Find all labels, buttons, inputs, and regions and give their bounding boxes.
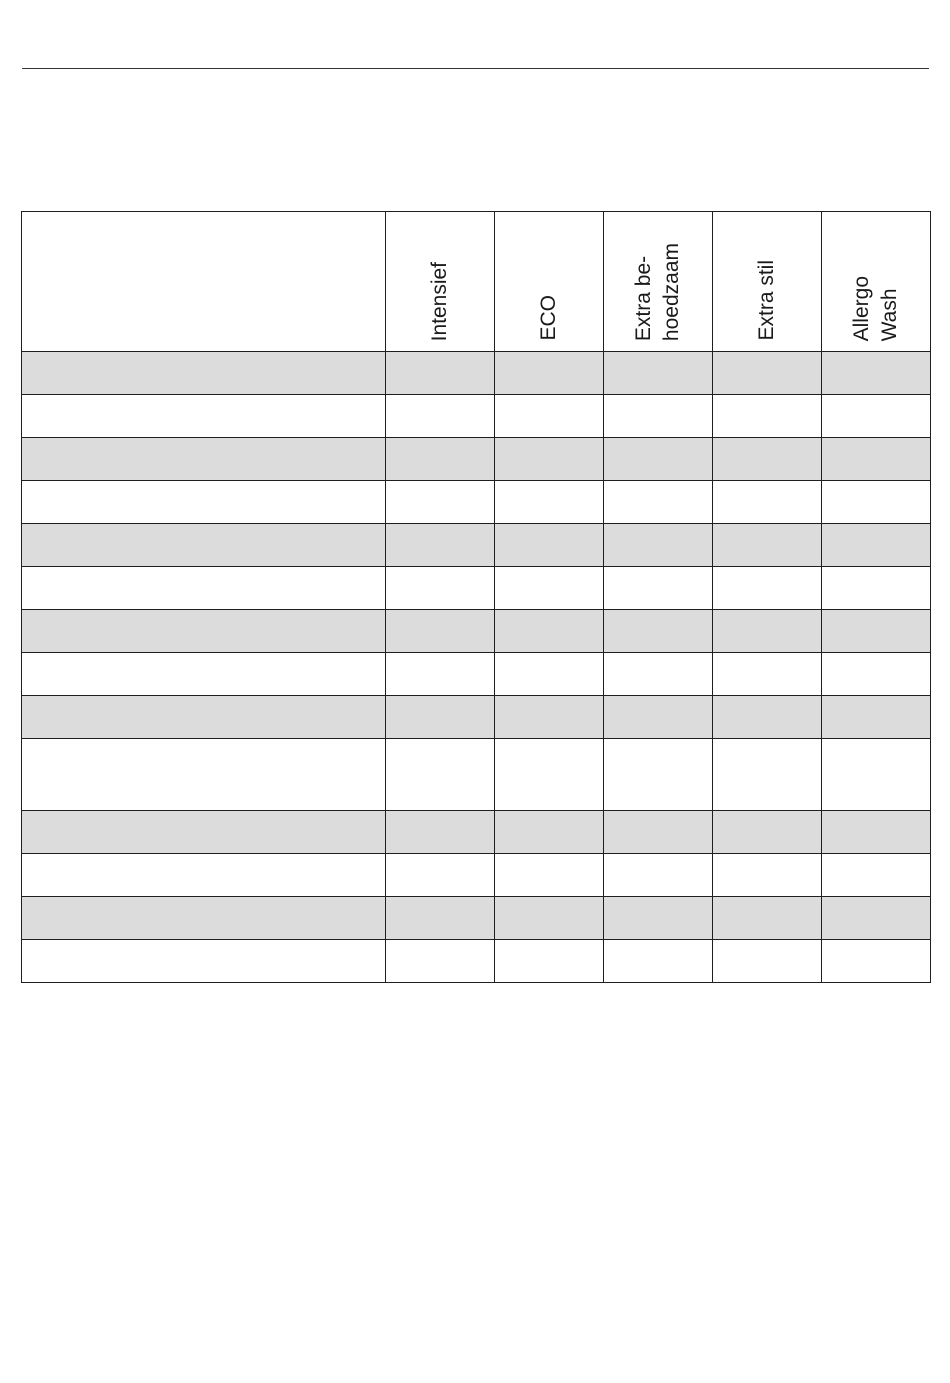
cell-eco [495,811,604,854]
cell-allergo-wash [822,696,931,739]
row-label-cell [22,395,386,438]
cell-intensief [386,854,495,897]
cell-intensief [386,395,495,438]
row-label-cell [22,811,386,854]
row-label-cell [22,739,386,811]
cell-extra-stil [713,481,822,524]
program-header-intensief [386,212,495,352]
top-rule [22,68,929,69]
row-label-cell [22,653,386,696]
cell-allergo-wash [822,352,931,395]
table-row [22,438,931,481]
table-row [22,696,931,739]
cell-allergo-wash [822,524,931,567]
program-header-extra-stil [713,212,822,352]
cell-intensief [386,438,495,481]
cell-allergo-wash [822,567,931,610]
cell-extra-behoedzaam [604,395,713,438]
cell-extra-behoedzaam [604,610,713,653]
cell-extra-behoedzaam [604,481,713,524]
program-header-eco [495,212,604,352]
row-label-cell [22,438,386,481]
cell-allergo-wash [822,739,931,811]
table-row [22,567,931,610]
table-row [22,739,931,811]
table-row [22,524,931,567]
row-label-cell [22,897,386,940]
cell-intensief [386,610,495,653]
cell-extra-stil [713,811,822,854]
cell-intensief [386,940,495,983]
cell-extra-stil [713,524,822,567]
cell-extra-stil [713,610,822,653]
cell-allergo-wash [822,438,931,481]
program-options-table [21,211,931,983]
program-label: ECO [537,295,560,341]
program-label: Extra stil [755,260,778,341]
table-row [22,352,931,395]
program-header-allergo-wash [822,212,931,352]
program-header-extra-behoedzaam [604,212,713,352]
cell-intensief [386,567,495,610]
row-label-cell [22,696,386,739]
table-row [22,481,931,524]
cell-intensief [386,524,495,567]
row-label-cell [22,610,386,653]
cell-intensief [386,696,495,739]
cell-intensief [386,352,495,395]
cell-allergo-wash [822,395,931,438]
program-label: Allergo Wash [850,275,901,341]
cell-eco [495,395,604,438]
cell-extra-stil [713,395,822,438]
cell-eco [495,739,604,811]
cell-extra-behoedzaam [604,940,713,983]
cell-extra-stil [713,854,822,897]
cell-allergo-wash [822,897,931,940]
cell-extra-stil [713,696,822,739]
cell-extra-stil [713,438,822,481]
row-label-cell [22,567,386,610]
table-header-row [22,212,931,352]
cell-eco [495,940,604,983]
row-label-cell [22,352,386,395]
cell-allergo-wash [822,940,931,983]
cell-eco [495,524,604,567]
cell-extra-stil [713,352,822,395]
cell-allergo-wash [822,653,931,696]
program-label: Extra be- hoedzaam [632,242,683,341]
cell-eco [495,854,604,897]
cell-extra-stil [713,739,822,811]
cell-extra-behoedzaam [604,567,713,610]
cell-extra-behoedzaam [604,854,713,897]
cell-allergo-wash [822,811,931,854]
cell-eco [495,653,604,696]
cell-allergo-wash [822,854,931,897]
cell-allergo-wash [822,481,931,524]
cell-intensief [386,739,495,811]
table-row [22,395,931,438]
cell-extra-behoedzaam [604,352,713,395]
header-label-cell [22,212,386,352]
cell-eco [495,481,604,524]
table-row [22,653,931,696]
cell-intensief [386,481,495,524]
table-row [22,610,931,653]
table-row [22,854,931,897]
cell-extra-stil [713,567,822,610]
cell-extra-behoedzaam [604,524,713,567]
cell-extra-behoedzaam [604,438,713,481]
row-label-cell [22,524,386,567]
cell-allergo-wash [822,610,931,653]
row-label-cell [22,940,386,983]
row-label-cell [22,854,386,897]
cell-extra-behoedzaam [604,653,713,696]
table-row [22,897,931,940]
table-row [22,811,931,854]
cell-intensief [386,653,495,696]
cell-eco [495,696,604,739]
cell-eco [495,610,604,653]
cell-extra-behoedzaam [604,811,713,854]
cell-extra-behoedzaam [604,696,713,739]
cell-eco [495,567,604,610]
cell-eco [495,897,604,940]
cell-extra-stil [713,653,822,696]
cell-extra-stil [713,940,822,983]
table-row [22,940,931,983]
cell-extra-behoedzaam [604,897,713,940]
cell-eco [495,438,604,481]
cell-extra-behoedzaam [604,739,713,811]
row-label-cell [22,481,386,524]
cell-extra-stil [713,897,822,940]
cell-intensief [386,811,495,854]
program-label: Intensief [428,261,451,341]
cell-intensief [386,897,495,940]
cell-eco [495,352,604,395]
